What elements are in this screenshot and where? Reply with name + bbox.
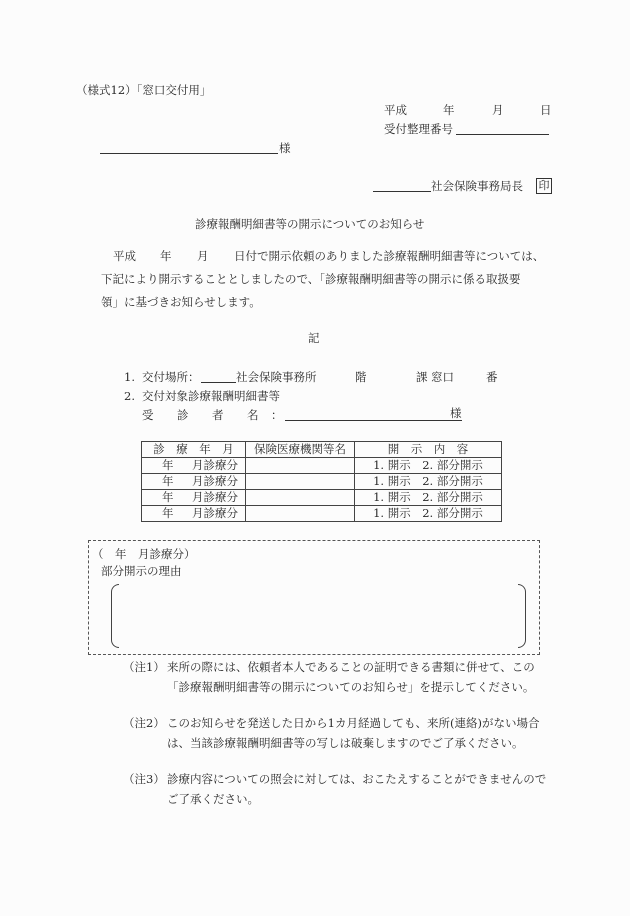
left-bracket <box>111 584 119 648</box>
form-id: （様式12）「窓口交付用」 <box>76 83 212 97</box>
item1-floor: 階 <box>355 370 367 384</box>
date-month-label: 月 <box>492 103 504 117</box>
partial-period: （ 年 月診療分） <box>92 547 196 561</box>
disclosure-table <box>141 441 502 522</box>
table-header-row <box>142 442 502 458</box>
disclosure-choice-cell[interactable]: 1. 開示 2. 部分開示 <box>355 458 502 474</box>
body-line3: 領」に基づきお知らせします。 <box>101 295 261 309</box>
office-name-field[interactable] <box>373 191 431 192</box>
patient-label-char-1: 受 <box>142 408 154 422</box>
patient-label-char-4: 名 <box>247 408 259 422</box>
ki-heading: 記 <box>308 331 320 345</box>
item1-number-suffix: 番 <box>486 370 498 384</box>
item1-number: 1. <box>124 370 135 384</box>
note2-text: このお知らせを発送した日から1カ月経過しても、来所(連絡)がない場合は、当該診療報酬明細書等の写しは破棄しますのでご了承ください。 <box>167 716 540 750</box>
note3-text: 診療内容についての照会に対しては、おこたえすることができませんのでご了承ください。 <box>167 772 547 806</box>
intro-era: 平成 <box>113 249 136 263</box>
header-institution: 保険医療機関等名 <box>246 442 355 458</box>
header-disclosure: 開 示 内 容 <box>355 442 502 458</box>
intro-line1: 日付で開示依頼のありました診療報酬明細書等については、 <box>234 249 545 263</box>
body-line2: 下記により開示することとしましたので、「診療報酬明細書等の開示に係る取扱要 <box>101 272 521 286</box>
institution-cell[interactable] <box>246 474 355 490</box>
patient-name-field[interactable] <box>285 420 462 421</box>
item1-office: 社会保険事務所 <box>236 370 317 384</box>
addressee-name-field[interactable] <box>100 153 278 154</box>
item2-number: 2. <box>124 389 135 403</box>
intro-year: 年 <box>160 249 172 263</box>
period-cell[interactable]: 年 月診療分 <box>142 474 246 490</box>
patient-label-char-3: 者 <box>212 408 224 422</box>
item1-window: 窓口 <box>431 370 454 384</box>
addressee-honorific: 様 <box>279 141 291 155</box>
item2-label: 交付対象診療報酬明細書等 <box>142 389 280 403</box>
patient-label-char-5: ： <box>271 408 283 422</box>
receipt-number-label: 受付整理番号 <box>384 122 453 136</box>
note3-label: （注3） <box>123 772 165 786</box>
partial-reason-field[interactable] <box>124 590 514 644</box>
item1-office-field[interactable] <box>201 382 236 383</box>
note2-label: （注2） <box>123 716 165 730</box>
item1-label: 交付場所： <box>142 370 200 384</box>
date-year-label: 年 <box>443 103 455 117</box>
institution-cell[interactable] <box>246 458 355 474</box>
institution-cell[interactable] <box>246 490 355 506</box>
item1-section: 課 <box>416 370 428 384</box>
partial-reason-label: 部分開示の理由 <box>101 564 182 578</box>
patient-honorific: 様 <box>450 406 462 420</box>
note1-label: （注1） <box>123 660 165 674</box>
table-row <box>142 490 502 506</box>
disclosure-choice-cell[interactable]: 1. 開示 2. 部分開示 <box>355 506 502 522</box>
table-row <box>142 458 502 474</box>
date-era: 平成 <box>384 103 407 117</box>
table-row <box>142 474 502 490</box>
disclosure-choice-cell[interactable]: 1. 開示 2. 部分開示 <box>355 490 502 506</box>
table-row <box>142 506 502 522</box>
right-bracket <box>518 584 526 648</box>
receipt-number-field[interactable] <box>456 134 549 135</box>
intro-month: 月 <box>197 249 209 263</box>
header-period: 診 療 年 月 <box>142 442 246 458</box>
sender-title: 社会保険事務局長 <box>431 179 523 193</box>
period-cell[interactable]: 年 月診療分 <box>142 458 246 474</box>
period-cell[interactable]: 年 月診療分 <box>142 490 246 506</box>
seal-stamp-icon: 印 <box>536 178 552 194</box>
document-title: 診療報酬明細書等の開示についてのお知らせ <box>195 217 425 231</box>
note1-text: 来所の際には、依頼者本人であることの証明できる書類に併せて、この「診療報酬明細書等の開示についてのお知らせ」を提示してください。 <box>167 660 535 694</box>
period-cell[interactable]: 年 月診療分 <box>142 506 246 522</box>
disclosure-choice-cell[interactable]: 1. 開示 2. 部分開示 <box>355 474 502 490</box>
date-day-label: 日 <box>540 103 552 117</box>
institution-cell[interactable] <box>246 506 355 522</box>
patient-label-char-2: 診 <box>177 408 189 422</box>
